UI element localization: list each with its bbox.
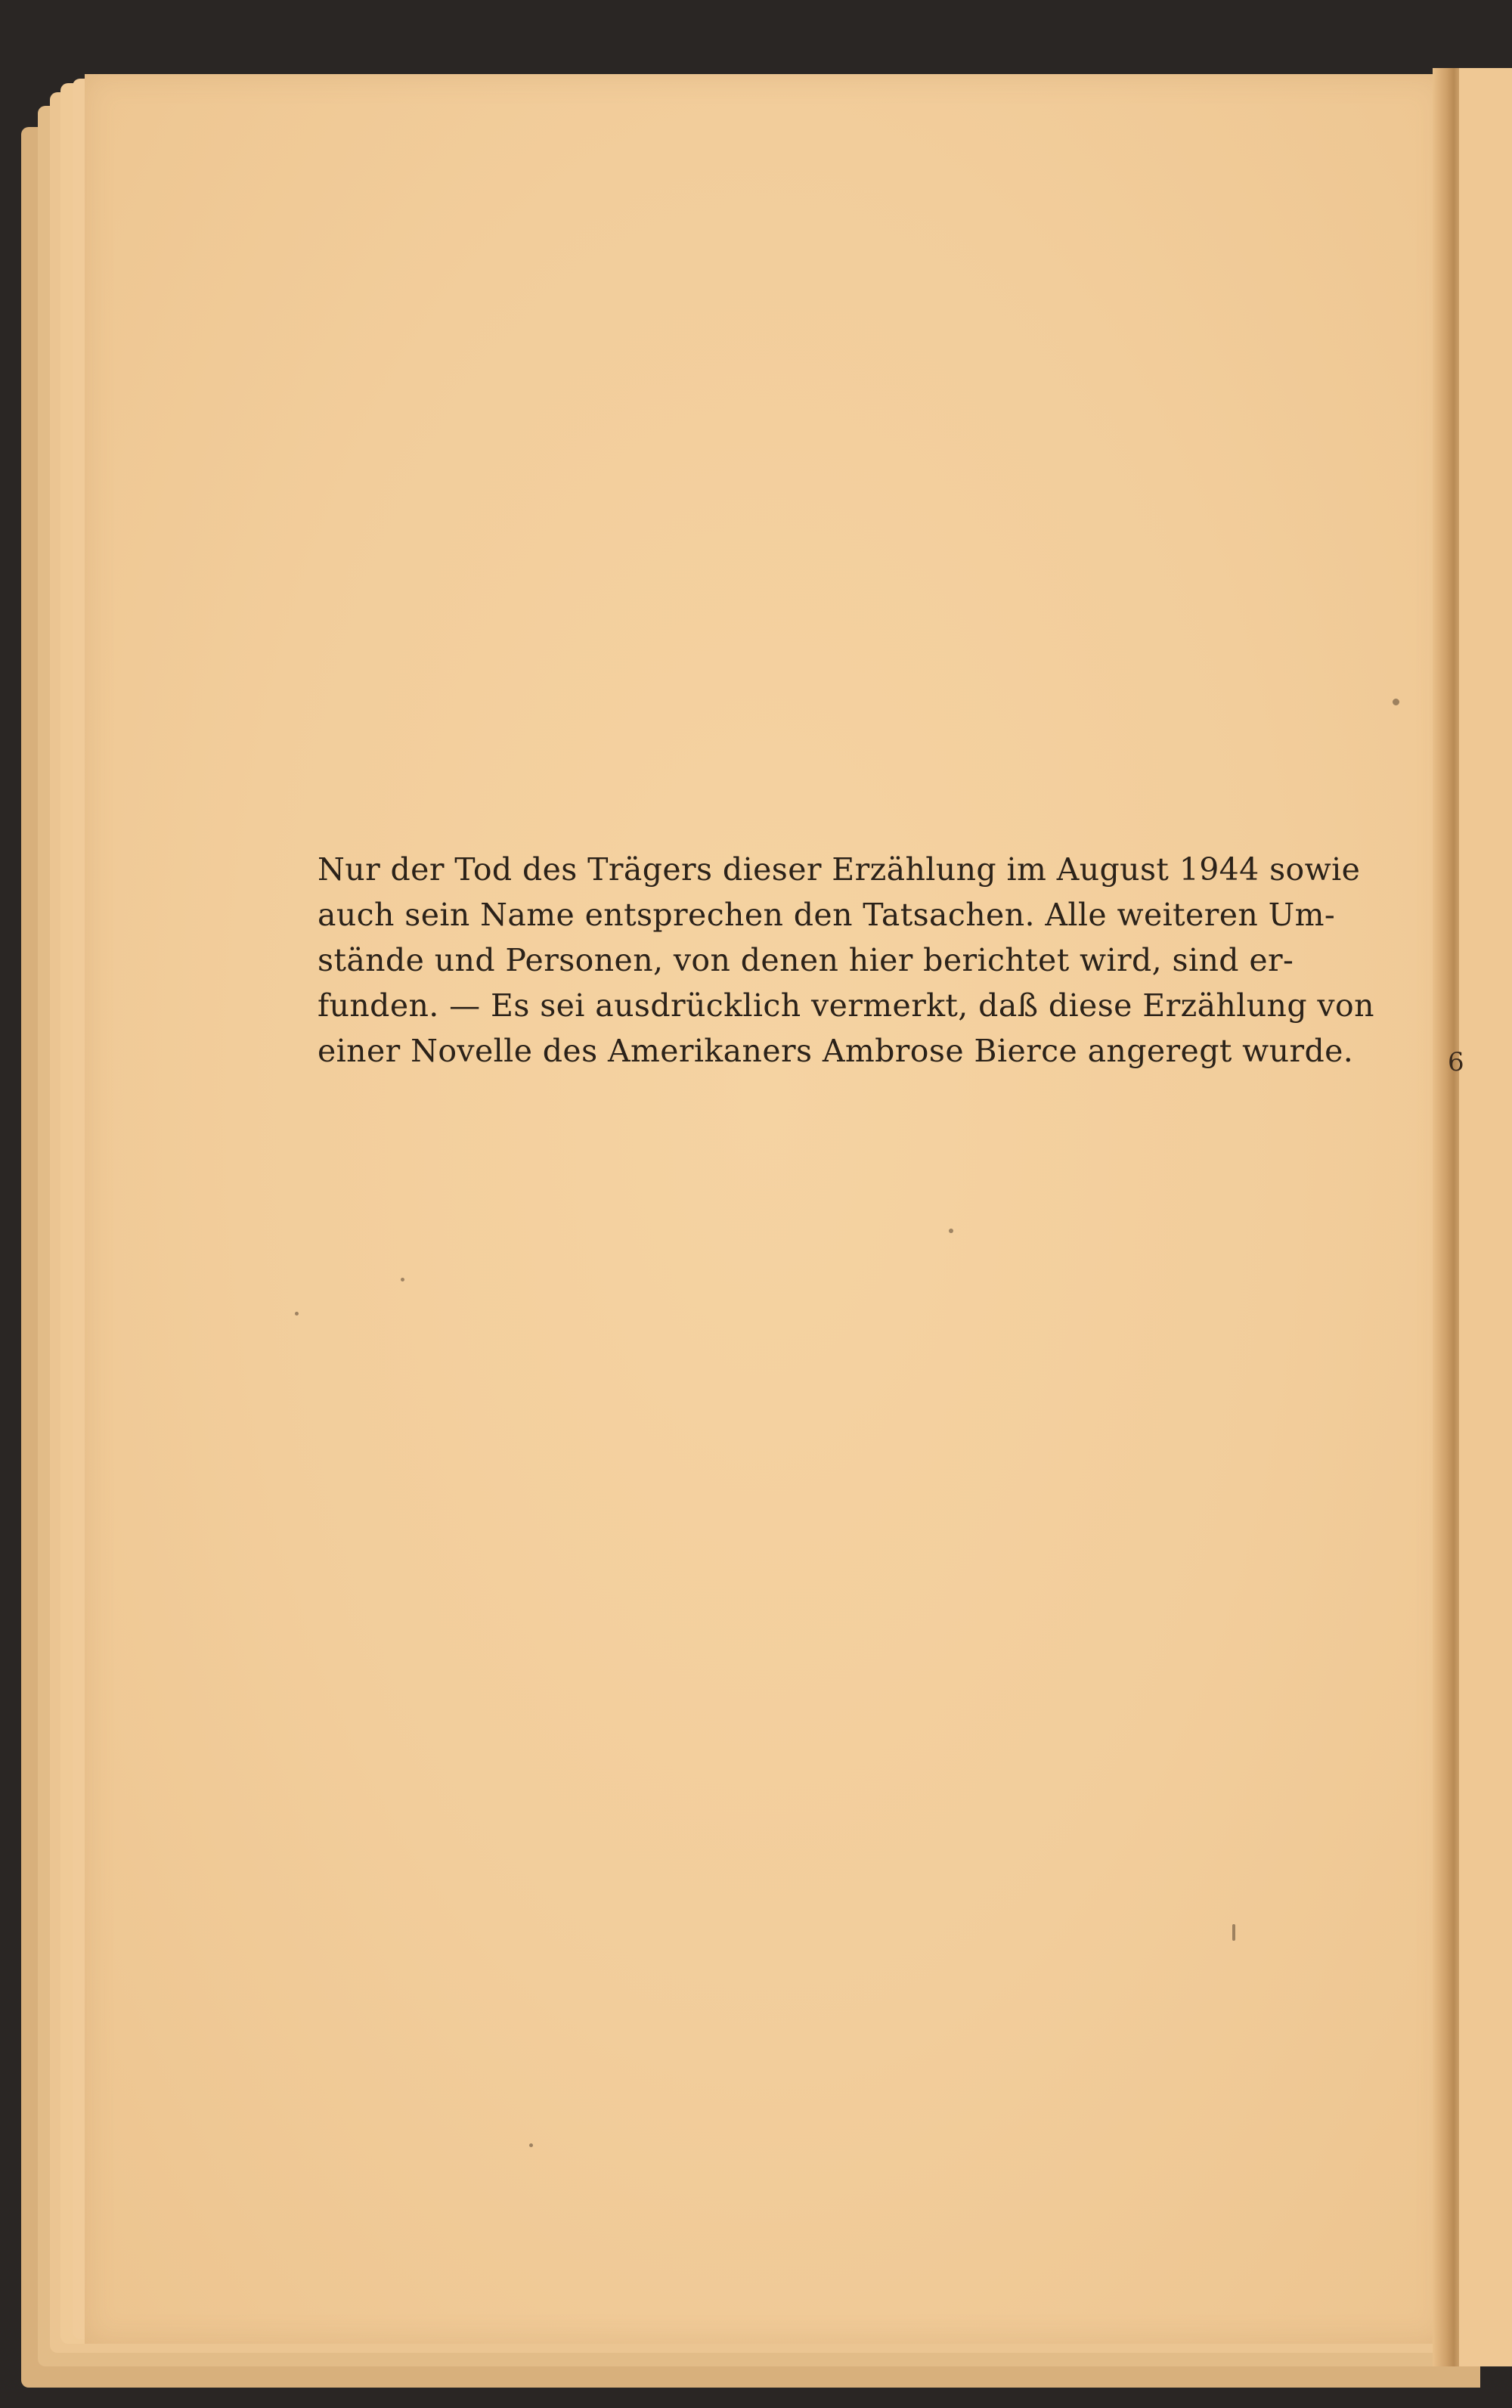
paper-speck: [1232, 1924, 1235, 1941]
paragraph-line: einer Novelle des Amerikaners Ambrose Bierce angeregt wurde.: [318, 1033, 1354, 1069]
book-gutter: [1433, 68, 1463, 2366]
paper-speck: [401, 1278, 404, 1281]
paper-speck: [1393, 699, 1399, 705]
paragraph-line: Nur der Tod des Trägers dieser Erzählung im August 1944 sowie: [318, 851, 1361, 888]
paragraph-line: stände und Personen, von denen hier berichtet wird, sind er-: [318, 942, 1294, 978]
paper-speck: [529, 2143, 533, 2147]
facing-page-mark: 6: [1448, 1047, 1464, 1077]
paper-speck: [949, 1229, 953, 1233]
paragraph-line: auch sein Name entsprechen den Tatsachen. Alle weiteren Um-: [318, 897, 1336, 933]
book-page: [85, 74, 1445, 2344]
disclaimer-paragraph: [318, 847, 1374, 1074]
facing-page-strip: [1459, 68, 1512, 2366]
paragraph-line: funden. — Es sei ausdrücklich vermerkt, daß diese Erzählung von: [318, 987, 1374, 1024]
paper-speck: [295, 1312, 299, 1316]
